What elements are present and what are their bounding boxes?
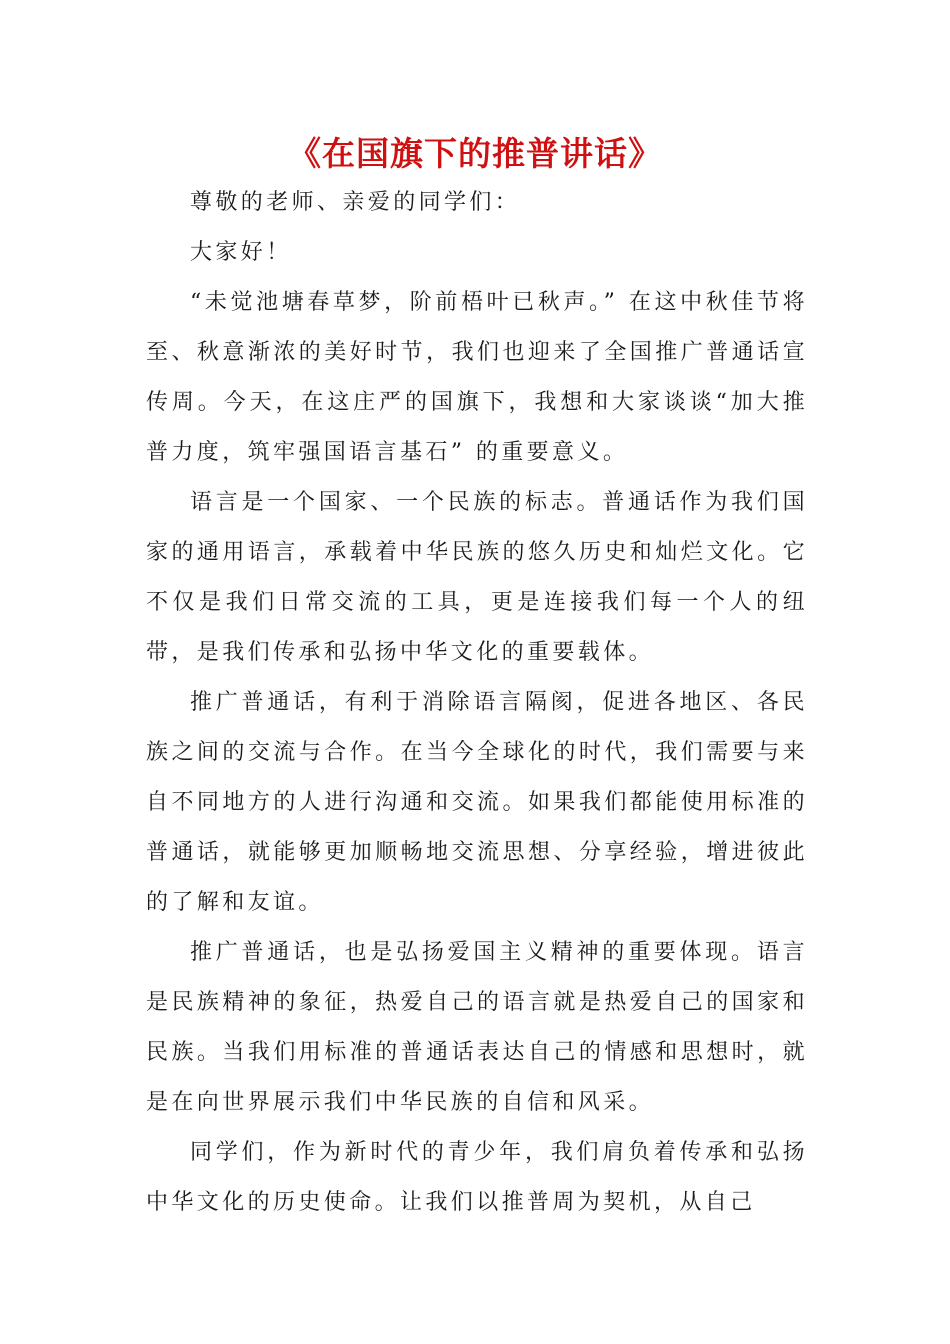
document-body [146,178,808,1228]
paragraph: 推广普通话，也是弘扬爱国主义精神的重要体现。语言是民族精神的象征，热爱自己的语言就是热爱自己的国家和民族。当我们用标准的普通话表达自己的情感和思想时，就是在向世界展示我们中华民族的自信和风采。 [146,940,808,1115]
paragraph: 同学们，作为新时代的青少年，我们肩负着传承和弘扬中华文化的历史使命。让我们以推普周为契机，从自己 [146,1140,808,1215]
paragraph: 推广普通话，有利于消除语言隔阂，促进各地区、各民族之间的交流与合作。在当今全球化的时代，我们需要与来自不同地方的人进行沟通和交流。如果我们都能使用标准的普通话，就能够更加顺畅地交流思想、分享经验，增进彼此的了解和友谊。 [146,690,808,915]
hello-line: 大家好！ [190,240,292,265]
greeting-line: 尊敬的老师、亲爱的同学们： [190,190,521,215]
paragraph: 语言是一个国家、一个民族的标志。普通话作为我们国家的通用语言，承载着中华民族的悠久历史和灿烂文化。它不仅是我们日常交流的工具，更是连接我们每一个人的纽带，是我们传承和弘扬中华文化的重要载体。 [146,490,808,665]
paragraph: “未觉池塘春草梦，阶前梧叶已秋声。” 在这中秋佳节将至、秋意渐浓的美好时节，我们也迎来了全国推广普通话宣传周。今天，在这庄严的国旗下，我想和大家谈谈“加大推普力度，筑牢强国语言基石” 的重要意义。 [146,290,808,465]
document-title: 《在国旗下的推普讲话》 [288,134,662,173]
